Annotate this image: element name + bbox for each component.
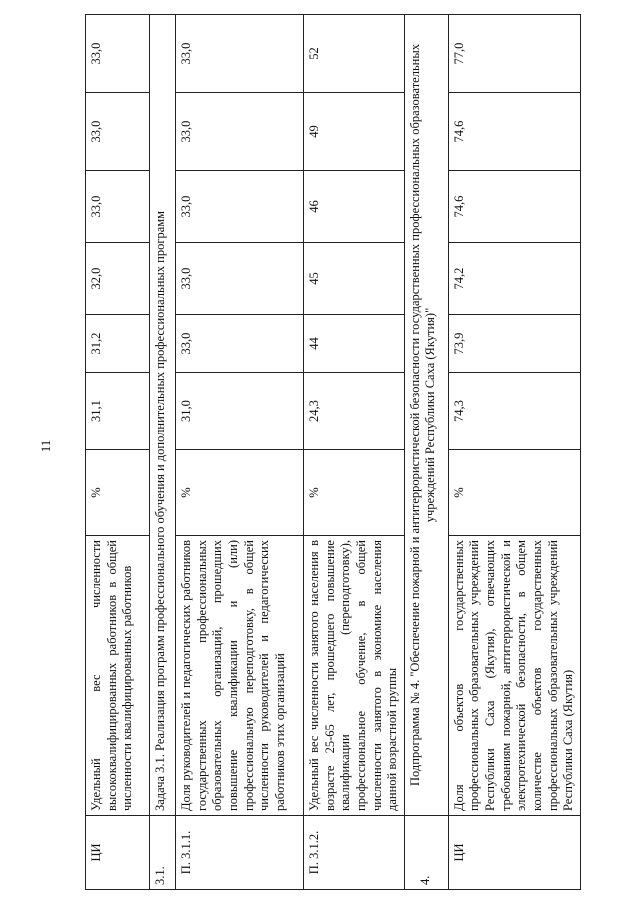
row-code: ЦИ: [448, 816, 580, 890]
row-value: 74,2: [448, 243, 580, 315]
row-unit: %: [448, 450, 580, 536]
row-value: 74,6: [448, 93, 580, 171]
row-code: 4.: [404, 816, 448, 890]
row-unit: %: [304, 450, 405, 536]
row-unit: %: [86, 450, 150, 536]
row-value: 31,0: [176, 373, 304, 450]
row-code: П. 3.1.1.: [176, 816, 304, 890]
row-value: 74,3: [448, 373, 580, 450]
row-code: П. 3.1.2.: [304, 816, 405, 890]
row-value: 33,0: [86, 15, 150, 93]
row-name: Удельный вес численности занятого населения в возрасте 25-65 лет, прошедшего повышение квалификации (переподготовку), профессиональное обучение, в общей численности занятого в экономике населения данной возрастной группы: [304, 536, 405, 816]
row-code: 3.1.: [150, 816, 176, 890]
row-value: 33,0: [176, 315, 304, 373]
row-value: 24,3: [304, 373, 405, 450]
page-number: 11: [38, 439, 53, 453]
row-value: 32,0: [86, 243, 150, 315]
row-name: Доля руководителей и педагогических работников государственных профессиональных образовательных организаций, прошедших повышение квалификации и (или) профессиональную переподготовку, в общей численности руководителей и педагогических работников этих организаций: [176, 536, 304, 816]
table-row: [176, 15, 304, 890]
row-value: 33,0: [176, 15, 304, 93]
row-value: 77,0: [448, 15, 580, 93]
row-name: Доля объектов государственных профессиональных образовательных учреждений Республики Саха (Якутия), отвечающих требованиям пожарной, антитеррористической и электротехнической безопасности, в общем количестве объектов государственных профессиональных образовательных учреждений Республики Саха (Якутия): [448, 536, 580, 816]
table-row: [404, 15, 448, 890]
indicators-table: [85, 14, 581, 890]
table-row: [448, 15, 580, 890]
row-value: 46: [304, 171, 405, 243]
row-value: 33,0: [176, 243, 304, 315]
task-heading: Задача 3.1. Реализация программ профессионального обучения и дополнительных профессиональных программ: [150, 15, 176, 816]
row-value: 33,0: [176, 171, 304, 243]
table-row: [86, 15, 150, 890]
row-value: 74,6: [448, 171, 580, 243]
row-value: 33,0: [86, 171, 150, 243]
table-row: [150, 15, 176, 890]
row-value: 49: [304, 93, 405, 171]
rotated-table-container: [85, 15, 576, 890]
row-value: 33,0: [176, 93, 304, 171]
row-value: 44: [304, 315, 405, 373]
row-name: Удельный вес численности высококвалифицированных работников в общей численности квалифицированных работников: [86, 536, 150, 816]
row-value: 45: [304, 243, 405, 315]
row-unit: %: [176, 450, 304, 536]
row-code: ЦИ: [86, 816, 150, 890]
row-value: 33,0: [86, 93, 150, 171]
subprogram-heading: Подпрограмма № 4. "Обеспечение пожарной и антитеррористической безопасности государственных профессиональных образовательных учреждений Республики Саха (Якутия)": [404, 15, 448, 816]
row-value: 31,1: [86, 373, 150, 450]
row-value: 31,2: [86, 315, 150, 373]
row-value: 52: [304, 15, 405, 93]
row-value: 73,9: [448, 315, 580, 373]
table-row: [304, 15, 405, 890]
